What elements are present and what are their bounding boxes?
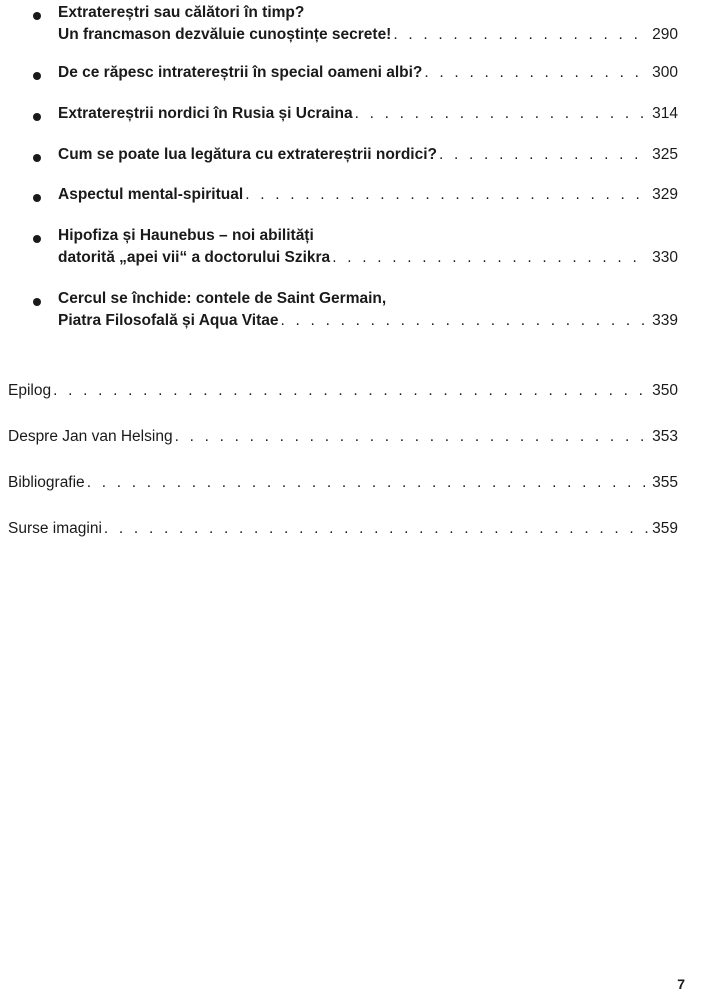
- toc-entry[interactable]: [58, 103, 678, 125]
- dot-leader: [175, 426, 649, 448]
- entry-line: [58, 288, 678, 310]
- toc-entry[interactable]: [8, 426, 678, 448]
- page-number: 359: [652, 520, 678, 537]
- page-number: 300: [652, 64, 678, 81]
- page-number: 329: [652, 186, 678, 203]
- bullet: [33, 235, 41, 243]
- entry-title: Piatra Filosofală și Aqua Vitae: [58, 312, 279, 329]
- dot-leader: [53, 380, 648, 402]
- page-number: 353: [652, 428, 678, 445]
- dot-leader: [245, 184, 648, 206]
- page-number: 330: [652, 249, 678, 266]
- entry-line: [8, 426, 678, 448]
- page-number: 314: [652, 105, 678, 122]
- page-number: 350: [652, 382, 678, 399]
- entry-line: [8, 380, 678, 402]
- dot-leader: [424, 62, 648, 84]
- entry-title: Hipofiza și Haunebus – noi abilități: [58, 227, 314, 244]
- bullet: [33, 72, 41, 80]
- dot-leader: [104, 518, 648, 540]
- entry-line: [58, 62, 678, 84]
- toc-entry[interactable]: [58, 288, 678, 332]
- entry-line: [8, 472, 678, 494]
- page-number: 290: [652, 26, 678, 43]
- entry-line: [58, 2, 678, 24]
- entry-title: Un francmason dezvăluie cunoștințe secrete!: [58, 26, 392, 43]
- entry-title: Despre Jan van Helsing: [8, 428, 173, 445]
- entry-title: Bibliografie: [8, 474, 85, 491]
- toc-entry[interactable]: [58, 144, 678, 166]
- toc-entry[interactable]: [8, 472, 678, 494]
- entry-title: Epilog: [8, 382, 52, 399]
- bullet: [33, 298, 41, 306]
- dot-leader: [281, 310, 649, 332]
- toc-entry[interactable]: [58, 62, 678, 84]
- toc-entry[interactable]: [8, 518, 678, 540]
- entry-title: Cum se poate lua legătura cu extratereștrii nordici?: [58, 146, 438, 163]
- entry-title: Extratereștri sau călători în timp?: [58, 4, 305, 21]
- entry-title: Extratereștrii nordici în Rusia și Ucraina: [58, 105, 353, 122]
- dot-leader: [393, 24, 648, 46]
- entry-title: datorită „apei vii“ a doctorului Szikra: [58, 249, 331, 266]
- entry-title: Cercul se închide: contele de Saint Germain,: [58, 290, 387, 307]
- bullet: [33, 12, 41, 20]
- bullet: [33, 113, 41, 121]
- dot-leader: [439, 144, 648, 166]
- page-number: 355: [652, 474, 678, 491]
- toc-entry[interactable]: [58, 184, 678, 206]
- entry-title: Aspectul mental-spiritual: [58, 186, 244, 203]
- entry-line: [58, 184, 678, 206]
- entry-title: Surse imagini: [8, 520, 102, 537]
- page-number: 325: [652, 146, 678, 163]
- entry-line: [58, 310, 678, 332]
- bullet: [33, 154, 41, 162]
- bullet: [33, 194, 41, 202]
- entry-line: [58, 103, 678, 125]
- toc-entry[interactable]: [8, 380, 678, 402]
- dot-leader: [332, 247, 648, 269]
- page-number: 339: [652, 312, 678, 329]
- entry-line: [58, 24, 678, 46]
- entry-line: [8, 518, 678, 540]
- entry-line: [58, 225, 678, 247]
- entry-line: [58, 144, 678, 166]
- toc-entry[interactable]: [58, 225, 678, 269]
- page-folio: 7: [677, 976, 685, 992]
- dot-leader: [87, 472, 648, 494]
- entry-title: De ce răpesc intratereștrii în special oameni albi?: [58, 64, 423, 81]
- entry-line: [58, 247, 678, 269]
- toc-entry[interactable]: [58, 2, 678, 46]
- dot-leader: [355, 103, 649, 125]
